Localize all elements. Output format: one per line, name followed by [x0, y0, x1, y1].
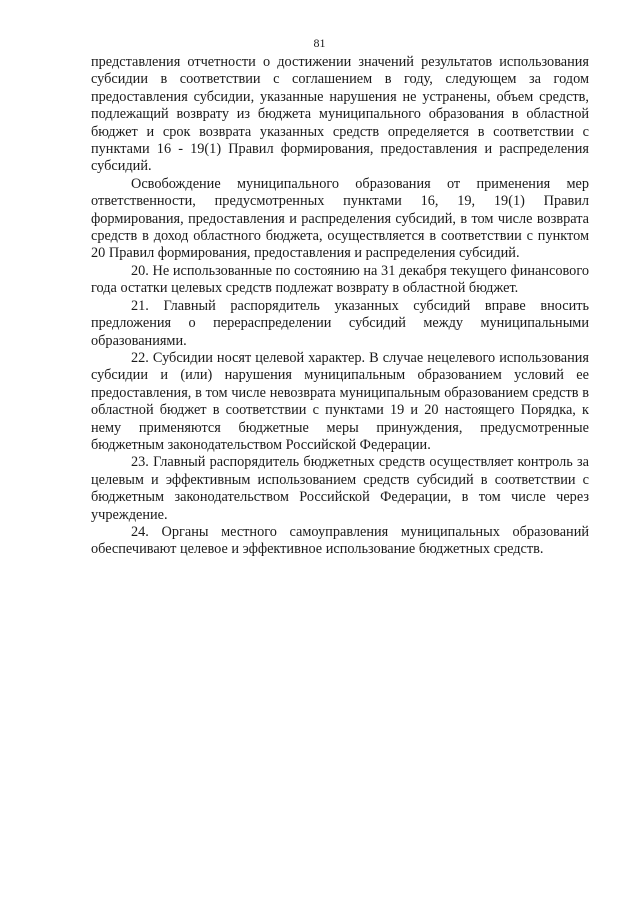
paragraph-item-24: 24. Органы местного самоуправления муниципальных образований обеспечивают целевое и эффективное использование бюджетных средств.: [91, 523, 589, 558]
page-number: 81: [313, 36, 326, 50]
paragraph-item-22: 22. Субсидии носят целевой характер. В случае нецелевого использования субсидии и (или) нарушения муниципальным образованием условий ее предоставления, в том числе невозврата муниципальным образованием средств в областной бюджет в соответствии с пунктами 19 и 20 настоящего Порядка, к нему применяются бюджетные меры принуждения, предусмотренные бюджетным законодательством Российской Федерации.: [91, 349, 589, 453]
paragraph-item-21: 21. Главный распорядитель указанных субсидий вправе вносить предложения о перераспределении субсидий между муниципальными образованиями.: [91, 297, 589, 349]
paragraph-item-23: 23. Главный распорядитель бюджетных средств осуществляет контроль за целевым и эффективным использованием средств субсидий в соответствии с бюджетным законодательством Российской Федерации, в том числе через учреждение.: [91, 454, 589, 523]
paragraph-item-20: 20. Не использованные по состоянию на 31 декабря текущего финансового года остатки целевых средств подлежат возврату в областной бюджет.: [91, 262, 589, 297]
paragraph-exemption: Освобождение муниципального образования от применения мер ответственности, предусмотренных пунктами 16, 19, 19(1) Правил формирования, предоставления и распределения субсидий, в том числе возврата средств в доход областного бюджета, осуществляется в соответствии с пунктом 20 Правил формирования, предоставления и распределения субсидий.: [91, 175, 589, 262]
paragraph-continuation: представления отчетности о достижении значений результатов использования субсидии в соответствии с соглашением в году, следующем за годом предоставления субсидии, указанные нарушения не устранены, объем средств, подлежащий возврату из бюджета муниципального образования в областной бюджет и срок возврата указанных средств определяется в соответствии с пунктами 16 - 19(1) Правил формирования, предоставления и распределения субсидий.: [91, 54, 589, 175]
document-body: [91, 54, 589, 559]
